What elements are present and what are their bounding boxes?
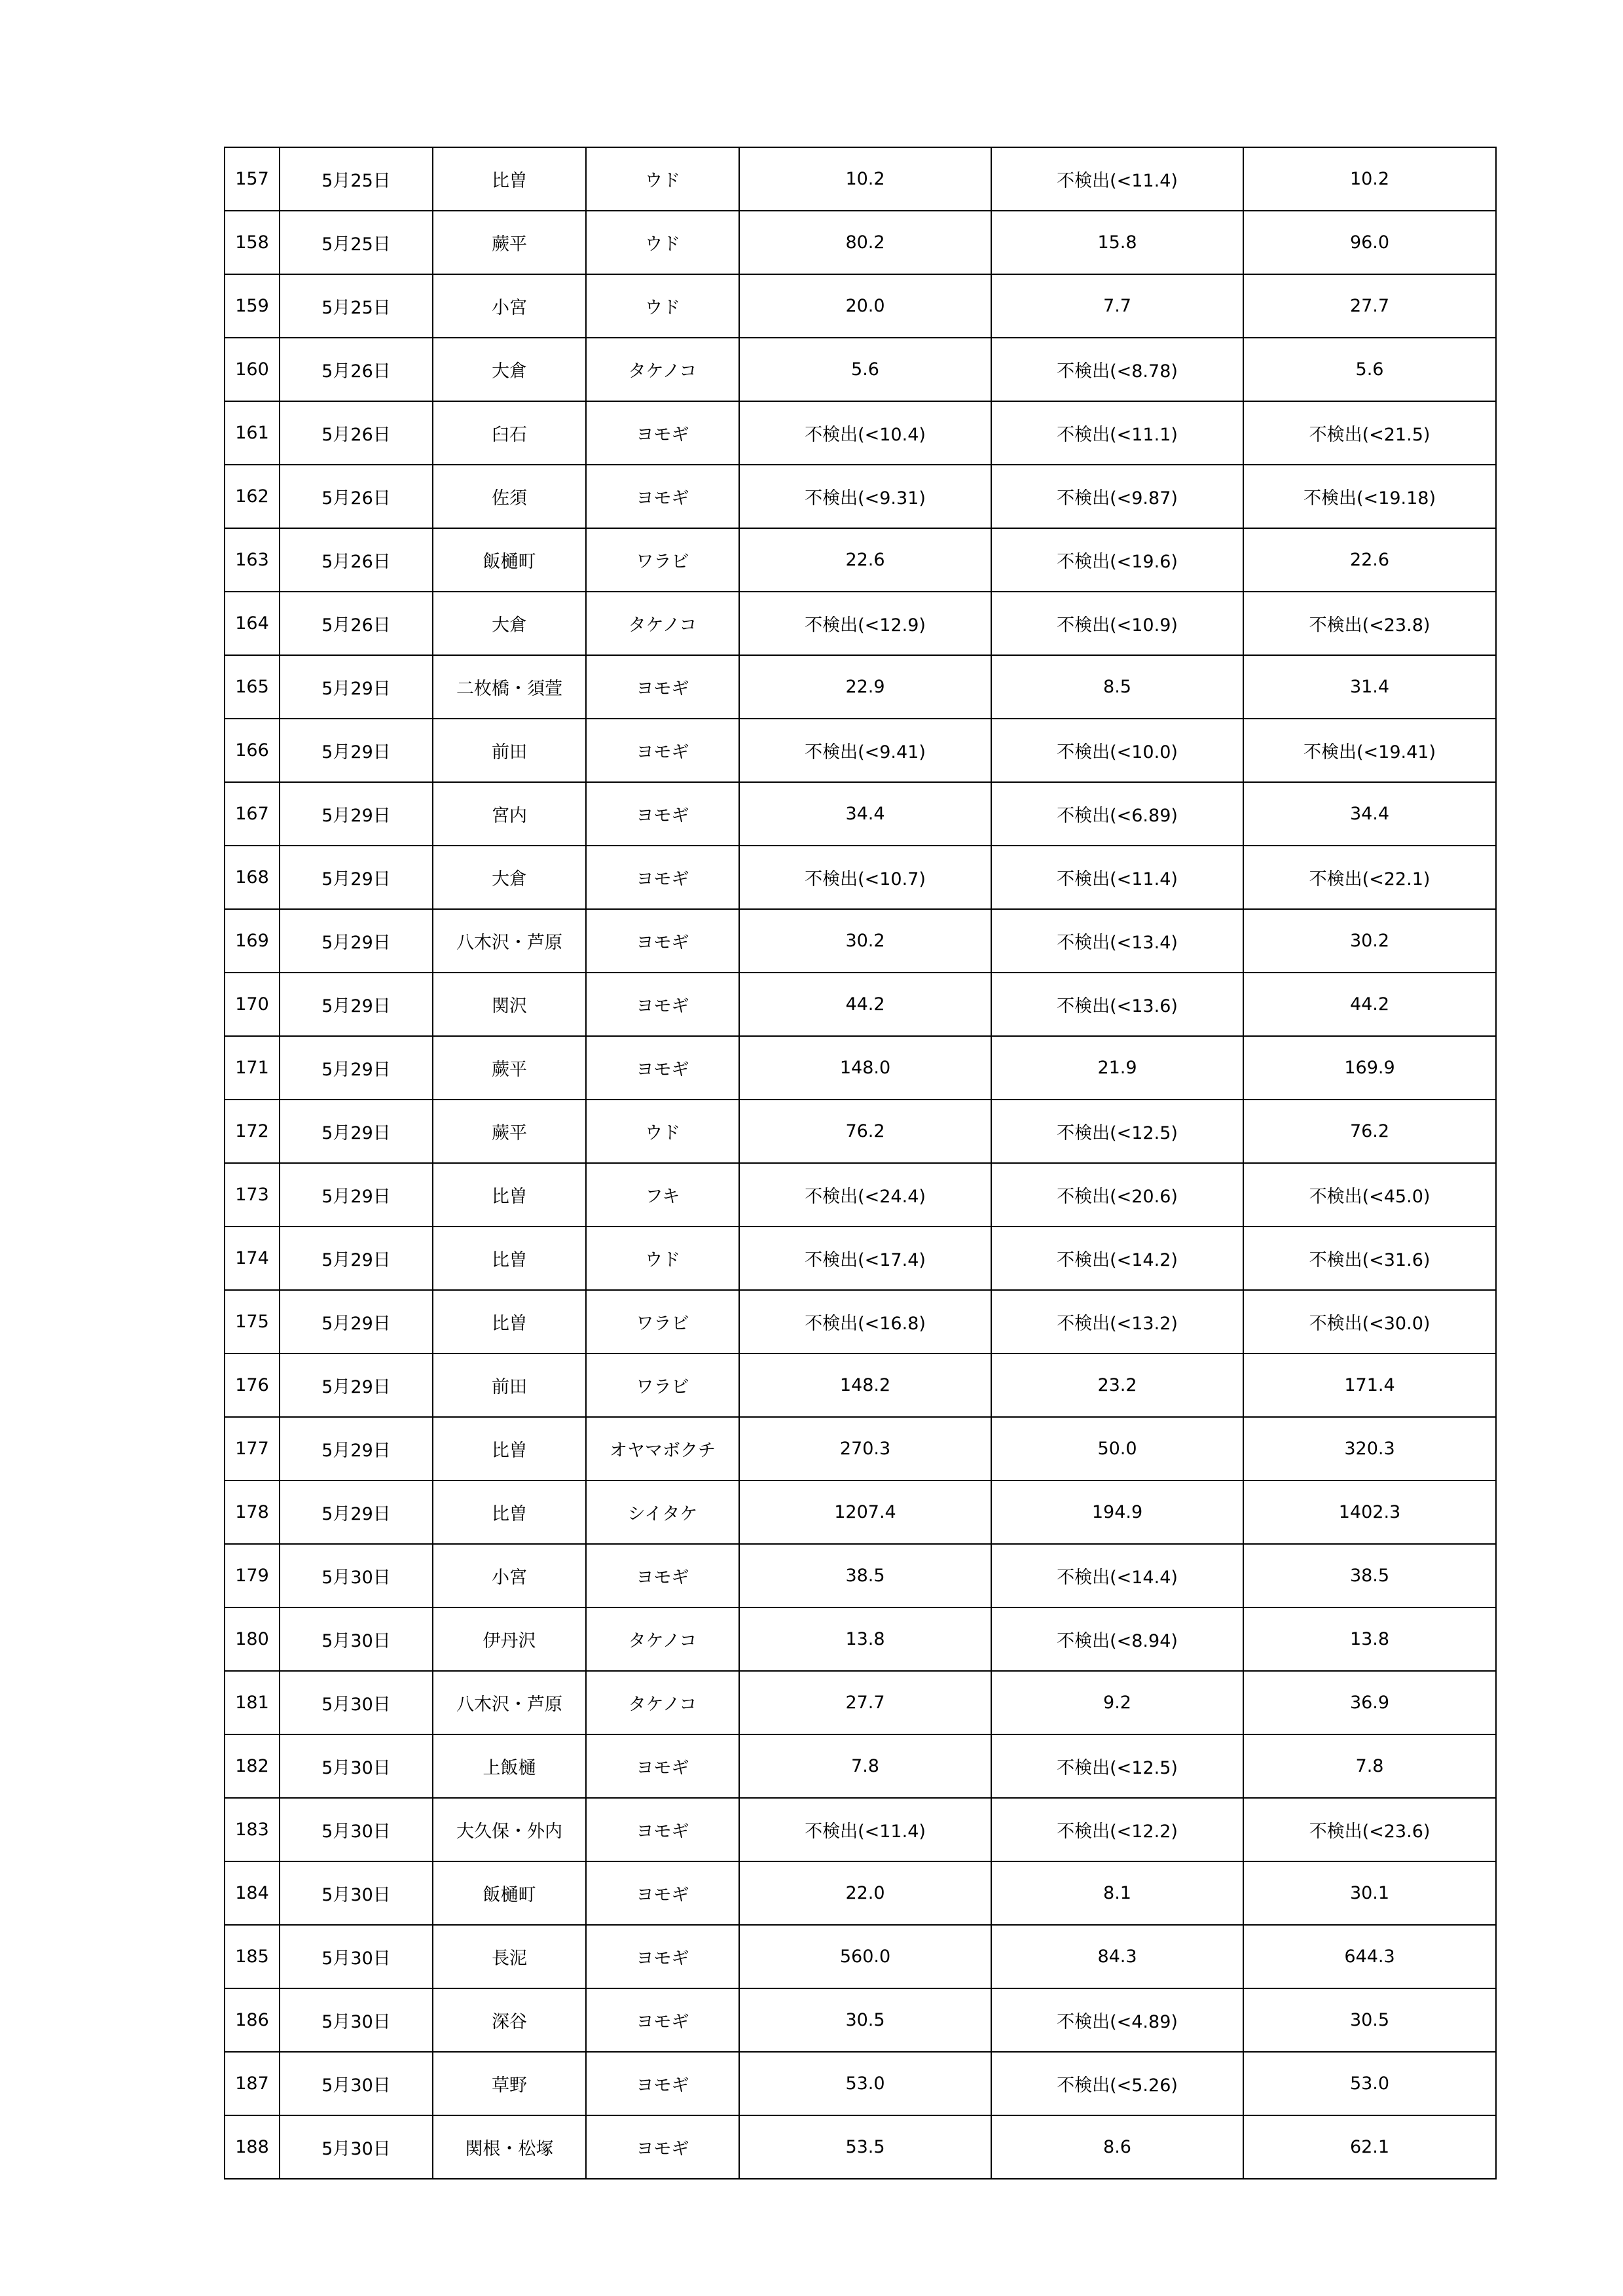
area-cell: 佐須 (433, 465, 586, 528)
row-number-cell: 162 (225, 465, 280, 528)
item-cell: ヨモギ (586, 655, 739, 719)
value-1-cell: 30.5 (739, 1988, 991, 2052)
table-row (225, 1925, 1496, 1988)
table-row (225, 1798, 1496, 1861)
total-cell: 76.2 (1243, 1100, 1496, 1163)
value-1-cell: 30.2 (739, 909, 991, 973)
item-cell: ヨモギ (586, 1988, 739, 2052)
area-cell: 関根・松塚 (433, 2115, 586, 2179)
area-cell: 蕨平 (433, 1100, 586, 1163)
total-cell: 96.0 (1243, 211, 1496, 274)
table-row (225, 1163, 1496, 1227)
value-1-cell: 不検出(<10.7) (739, 846, 991, 909)
total-cell: 31.4 (1243, 655, 1496, 719)
table-row (225, 338, 1496, 401)
value-1-cell: 不検出(<10.4) (739, 401, 991, 465)
value-1-cell: 不検出(<11.4) (739, 1798, 991, 1861)
item-cell: ヨモギ (586, 1798, 739, 1861)
area-cell: 伊丹沢 (433, 1607, 586, 1671)
row-number-cell: 163 (225, 528, 280, 592)
value-2-cell: 不検出(<4.89) (991, 1988, 1243, 2052)
total-cell: 30.1 (1243, 1861, 1496, 1925)
value-1-cell: 148.2 (739, 1354, 991, 1417)
value-1-cell: 22.9 (739, 655, 991, 719)
item-cell: ワラビ (586, 1354, 739, 1417)
value-1-cell: 不検出(<12.9) (739, 592, 991, 655)
item-cell: ヨモギ (586, 401, 739, 465)
date-cell: 5月29日 (280, 1100, 433, 1163)
row-number-cell: 176 (225, 1354, 280, 1417)
total-cell: 不検出(<22.1) (1243, 846, 1496, 909)
total-cell: 不検出(<19.18) (1243, 465, 1496, 528)
date-cell: 5月29日 (280, 782, 433, 846)
value-1-cell: 270.3 (739, 1417, 991, 1480)
row-number-cell: 188 (225, 2115, 280, 2179)
total-cell: 不検出(<21.5) (1243, 401, 1496, 465)
value-1-cell: 不検出(<24.4) (739, 1163, 991, 1227)
value-2-cell: 不検出(<10.0) (991, 719, 1243, 782)
item-cell: ヨモギ (586, 1861, 739, 1925)
value-1-cell: 53.0 (739, 2052, 991, 2115)
value-2-cell: 不検出(<12.5) (991, 1734, 1243, 1798)
area-cell: 飯樋町 (433, 528, 586, 592)
area-cell: 大倉 (433, 338, 586, 401)
value-1-cell: 27.7 (739, 1671, 991, 1734)
date-cell: 5月30日 (280, 1607, 433, 1671)
row-number-cell: 170 (225, 973, 280, 1036)
date-cell: 5月26日 (280, 338, 433, 401)
table-row (225, 401, 1496, 465)
table-row (225, 1417, 1496, 1480)
table-row (225, 1480, 1496, 1544)
area-cell: 深谷 (433, 1988, 586, 2052)
value-2-cell: 不検出(<11.4) (991, 147, 1243, 211)
date-cell: 5月30日 (280, 1988, 433, 2052)
value-2-cell: 不検出(<11.1) (991, 401, 1243, 465)
table-row (225, 846, 1496, 909)
row-number-cell: 174 (225, 1227, 280, 1290)
row-number-cell: 180 (225, 1607, 280, 1671)
total-cell: 1402.3 (1243, 1480, 1496, 1544)
date-cell: 5月29日 (280, 655, 433, 719)
table-row (225, 1607, 1496, 1671)
row-number-cell: 179 (225, 1544, 280, 1607)
total-cell: 5.6 (1243, 338, 1496, 401)
total-cell: 30.2 (1243, 909, 1496, 973)
area-cell: 大倉 (433, 846, 586, 909)
date-cell: 5月29日 (280, 1036, 433, 1100)
area-cell: 比曽 (433, 1227, 586, 1290)
value-1-cell: 20.0 (739, 274, 991, 338)
value-2-cell: 不検出(<14.4) (991, 1544, 1243, 1607)
date-cell: 5月30日 (280, 1734, 433, 1798)
total-cell: 34.4 (1243, 782, 1496, 846)
area-cell: 飯樋町 (433, 1861, 586, 1925)
value-2-cell: 不検出(<9.87) (991, 465, 1243, 528)
date-cell: 5月30日 (280, 1671, 433, 1734)
date-cell: 5月29日 (280, 1480, 433, 1544)
area-cell: 前田 (433, 1354, 586, 1417)
row-number-cell: 182 (225, 1734, 280, 1798)
value-2-cell: 不検出(<8.78) (991, 338, 1243, 401)
row-number-cell: 172 (225, 1100, 280, 1163)
value-1-cell: 7.8 (739, 1734, 991, 1798)
item-cell: ヨモギ (586, 909, 739, 973)
row-number-cell: 157 (225, 147, 280, 211)
area-cell: 八木沢・芦原 (433, 909, 586, 973)
item-cell: ウド (586, 211, 739, 274)
area-cell: 比曽 (433, 1163, 586, 1227)
area-cell: 関沢 (433, 973, 586, 1036)
table-row (225, 465, 1496, 528)
row-number-cell: 166 (225, 719, 280, 782)
item-cell: オヤマボクチ (586, 1417, 739, 1480)
item-cell: ヨモギ (586, 2052, 739, 2115)
item-cell: ヨモギ (586, 1734, 739, 1798)
value-1-cell: 560.0 (739, 1925, 991, 1988)
total-cell: 不検出(<19.41) (1243, 719, 1496, 782)
date-cell: 5月25日 (280, 147, 433, 211)
area-cell: 長泥 (433, 1925, 586, 1988)
results-table (224, 147, 1497, 2179)
row-number-cell: 168 (225, 846, 280, 909)
total-cell: 171.4 (1243, 1354, 1496, 1417)
row-number-cell: 160 (225, 338, 280, 401)
value-2-cell: 不検出(<14.2) (991, 1227, 1243, 1290)
item-cell: ヨモギ (586, 719, 739, 782)
table-row (225, 211, 1496, 274)
value-2-cell: 不検出(<10.9) (991, 592, 1243, 655)
item-cell: ヨモギ (586, 846, 739, 909)
table-row (225, 1100, 1496, 1163)
row-number-cell: 161 (225, 401, 280, 465)
value-2-cell: 不検出(<12.5) (991, 1100, 1243, 1163)
value-2-cell: 不検出(<19.6) (991, 528, 1243, 592)
area-cell: 二枚橋・須萱 (433, 655, 586, 719)
date-cell: 5月25日 (280, 211, 433, 274)
date-cell: 5月29日 (280, 1354, 433, 1417)
row-number-cell: 171 (225, 1036, 280, 1100)
item-cell: タケノコ (586, 1607, 739, 1671)
row-number-cell: 184 (225, 1861, 280, 1925)
total-cell: 不検出(<45.0) (1243, 1163, 1496, 1227)
date-cell: 5月26日 (280, 592, 433, 655)
value-2-cell: 84.3 (991, 1925, 1243, 1988)
value-2-cell: 194.9 (991, 1480, 1243, 1544)
area-cell: 上飯樋 (433, 1734, 586, 1798)
date-cell: 5月30日 (280, 1925, 433, 1988)
item-cell: ウド (586, 1100, 739, 1163)
value-2-cell: 8.5 (991, 655, 1243, 719)
total-cell: 不検出(<23.8) (1243, 592, 1496, 655)
date-cell: 5月26日 (280, 401, 433, 465)
date-cell: 5月26日 (280, 528, 433, 592)
item-cell: ヨモギ (586, 1925, 739, 1988)
results-table-body (225, 147, 1496, 2179)
table-row (225, 719, 1496, 782)
area-cell: 八木沢・芦原 (433, 1671, 586, 1734)
item-cell: ワラビ (586, 1290, 739, 1354)
total-cell: 53.0 (1243, 2052, 1496, 2115)
area-cell: 小宮 (433, 274, 586, 338)
row-number-cell: 158 (225, 211, 280, 274)
value-2-cell: 8.1 (991, 1861, 1243, 1925)
area-cell: 比曽 (433, 147, 586, 211)
item-cell: ヨモギ (586, 782, 739, 846)
item-cell: ヨモギ (586, 465, 739, 528)
total-cell: 320.3 (1243, 1417, 1496, 1480)
value-2-cell: 23.2 (991, 1354, 1243, 1417)
item-cell: フキ (586, 1163, 739, 1227)
value-1-cell: 53.5 (739, 2115, 991, 2179)
row-number-cell: 183 (225, 1798, 280, 1861)
area-cell: 草野 (433, 2052, 586, 2115)
table-row (225, 1861, 1496, 1925)
value-2-cell: 15.8 (991, 211, 1243, 274)
value-2-cell: 50.0 (991, 1417, 1243, 1480)
date-cell: 5月30日 (280, 1861, 433, 1925)
value-1-cell: 44.2 (739, 973, 991, 1036)
row-number-cell: 177 (225, 1417, 280, 1480)
table-row (225, 1290, 1496, 1354)
total-cell: 62.1 (1243, 2115, 1496, 2179)
table-row (225, 1734, 1496, 1798)
total-cell: 27.7 (1243, 274, 1496, 338)
date-cell: 5月29日 (280, 973, 433, 1036)
total-cell: 22.6 (1243, 528, 1496, 592)
value-2-cell: 不検出(<12.2) (991, 1798, 1243, 1861)
value-2-cell: 不検出(<11.4) (991, 846, 1243, 909)
date-cell: 5月29日 (280, 909, 433, 973)
area-cell: 小宮 (433, 1544, 586, 1607)
row-number-cell: 185 (225, 1925, 280, 1988)
value-1-cell: 不検出(<9.31) (739, 465, 991, 528)
table-row (225, 592, 1496, 655)
total-cell: 169.9 (1243, 1036, 1496, 1100)
value-1-cell: 22.6 (739, 528, 991, 592)
date-cell: 5月29日 (280, 719, 433, 782)
area-cell: 比曽 (433, 1480, 586, 1544)
value-2-cell: 7.7 (991, 274, 1243, 338)
row-number-cell: 187 (225, 2052, 280, 2115)
date-cell: 5月30日 (280, 1798, 433, 1861)
value-1-cell: 13.8 (739, 1607, 991, 1671)
area-cell: 大久保・外内 (433, 1798, 586, 1861)
value-1-cell: 80.2 (739, 211, 991, 274)
total-cell: 不検出(<23.6) (1243, 1798, 1496, 1861)
table-row (225, 528, 1496, 592)
value-1-cell: 5.6 (739, 338, 991, 401)
date-cell: 5月29日 (280, 1163, 433, 1227)
total-cell: 644.3 (1243, 1925, 1496, 1988)
area-cell: 蕨平 (433, 211, 586, 274)
item-cell: シイタケ (586, 1480, 739, 1544)
table-row (225, 655, 1496, 719)
date-cell: 5月30日 (280, 1544, 433, 1607)
value-1-cell: 10.2 (739, 147, 991, 211)
area-cell: 宮内 (433, 782, 586, 846)
value-1-cell: 不検出(<9.41) (739, 719, 991, 782)
total-cell: 38.5 (1243, 1544, 1496, 1607)
total-cell: 36.9 (1243, 1671, 1496, 1734)
item-cell: タケノコ (586, 338, 739, 401)
date-cell: 5月26日 (280, 465, 433, 528)
table-row (225, 274, 1496, 338)
item-cell: ウド (586, 1227, 739, 1290)
date-cell: 5月29日 (280, 1290, 433, 1354)
row-number-cell: 159 (225, 274, 280, 338)
total-cell: 10.2 (1243, 147, 1496, 211)
table-row (225, 1544, 1496, 1607)
date-cell: 5月30日 (280, 2052, 433, 2115)
value-1-cell: 22.0 (739, 1861, 991, 1925)
item-cell: ウド (586, 274, 739, 338)
date-cell: 5月25日 (280, 274, 433, 338)
total-cell: 13.8 (1243, 1607, 1496, 1671)
value-2-cell: 不検出(<8.94) (991, 1607, 1243, 1671)
value-1-cell: 34.4 (739, 782, 991, 846)
value-2-cell: 9.2 (991, 1671, 1243, 1734)
table-row (225, 1036, 1496, 1100)
value-1-cell: 1207.4 (739, 1480, 991, 1544)
row-number-cell: 186 (225, 1988, 280, 2052)
area-cell: 蕨平 (433, 1036, 586, 1100)
value-2-cell: 不検出(<13.4) (991, 909, 1243, 973)
table-row (225, 973, 1496, 1036)
date-cell: 5月29日 (280, 1417, 433, 1480)
value-2-cell: 不検出(<5.26) (991, 2052, 1243, 2115)
total-cell: 7.8 (1243, 1734, 1496, 1798)
item-cell: ワラビ (586, 528, 739, 592)
table-row (225, 1354, 1496, 1417)
table-row (225, 909, 1496, 973)
value-2-cell: 21.9 (991, 1036, 1243, 1100)
row-number-cell: 173 (225, 1163, 280, 1227)
value-1-cell: 不検出(<16.8) (739, 1290, 991, 1354)
value-2-cell: 不検出(<13.6) (991, 973, 1243, 1036)
row-number-cell: 169 (225, 909, 280, 973)
row-number-cell: 178 (225, 1480, 280, 1544)
table-row (225, 1988, 1496, 2052)
item-cell: ヨモギ (586, 2115, 739, 2179)
total-cell: 44.2 (1243, 973, 1496, 1036)
item-cell: ヨモギ (586, 973, 739, 1036)
value-1-cell: 38.5 (739, 1544, 991, 1607)
total-cell: 30.5 (1243, 1988, 1496, 2052)
area-cell: 前田 (433, 719, 586, 782)
table-row (225, 1671, 1496, 1734)
area-cell: 比曽 (433, 1417, 586, 1480)
total-cell: 不検出(<30.0) (1243, 1290, 1496, 1354)
value-1-cell: 76.2 (739, 1100, 991, 1163)
row-number-cell: 167 (225, 782, 280, 846)
item-cell: タケノコ (586, 1671, 739, 1734)
table-row (225, 1227, 1496, 1290)
area-cell: 臼石 (433, 401, 586, 465)
value-1-cell: 148.0 (739, 1036, 991, 1100)
item-cell: ウド (586, 147, 739, 211)
date-cell: 5月29日 (280, 846, 433, 909)
row-number-cell: 164 (225, 592, 280, 655)
area-cell: 大倉 (433, 592, 586, 655)
row-number-cell: 175 (225, 1290, 280, 1354)
total-cell: 不検出(<31.6) (1243, 1227, 1496, 1290)
value-2-cell: 不検出(<6.89) (991, 782, 1243, 846)
table-row (225, 782, 1496, 846)
item-cell: ヨモギ (586, 1544, 739, 1607)
row-number-cell: 165 (225, 655, 280, 719)
area-cell: 比曽 (433, 1290, 586, 1354)
table-row (225, 2115, 1496, 2179)
table-row (225, 147, 1496, 211)
item-cell: タケノコ (586, 592, 739, 655)
date-cell: 5月29日 (280, 1227, 433, 1290)
value-2-cell: 8.6 (991, 2115, 1243, 2179)
date-cell: 5月30日 (280, 2115, 433, 2179)
value-2-cell: 不検出(<20.6) (991, 1163, 1243, 1227)
item-cell: ヨモギ (586, 1036, 739, 1100)
row-number-cell: 181 (225, 1671, 280, 1734)
table-row (225, 2052, 1496, 2115)
value-1-cell: 不検出(<17.4) (739, 1227, 991, 1290)
value-2-cell: 不検出(<13.2) (991, 1290, 1243, 1354)
